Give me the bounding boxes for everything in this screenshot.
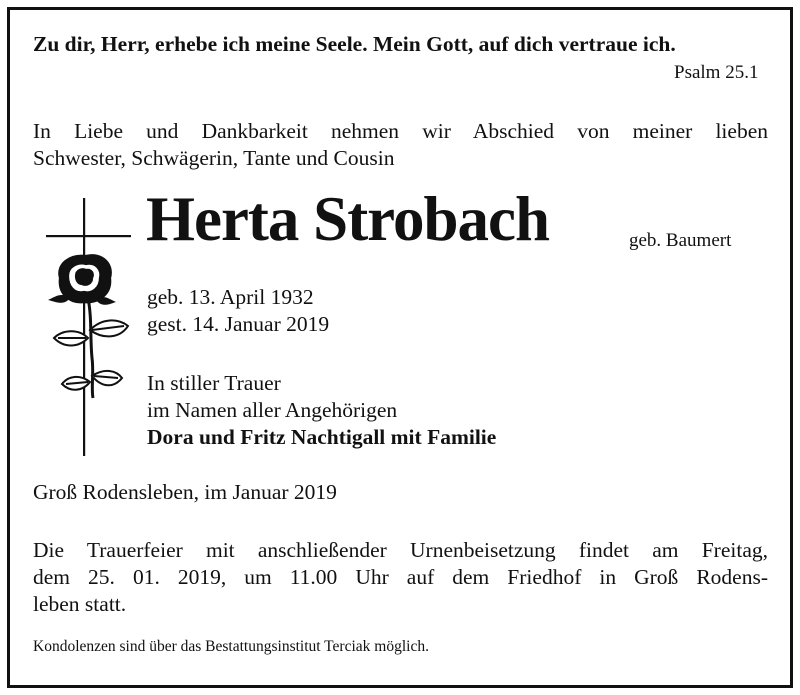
intro-line-1: In Liebe und Dankbarkeit nehmen wir Abschied von meiner lieben <box>33 119 768 143</box>
mourners-block <box>147 370 496 451</box>
maiden-name: geb. Baumert <box>629 230 732 251</box>
intro-text <box>33 118 768 172</box>
service-line-3: leben statt. <box>33 592 127 616</box>
cross-with-rose-icon <box>40 198 136 460</box>
service-info <box>33 537 768 618</box>
intro-line-2: Schwester, Schwägerin, Tante und Cousin <box>33 146 395 170</box>
place-and-date: Groß Rodensleben, im Januar 2019 <box>33 480 337 504</box>
condolence-note: Kondolenzen sind über das Bestattungsinstitut Terciak möglich. <box>33 638 429 655</box>
death-date: gest. 14. Januar 2019 <box>147 312 330 336</box>
bible-verse: Zu dir, Herr, erhebe ich meine Seele. Mein Gott, auf dich vertraue ich. <box>33 32 676 56</box>
birth-date: geb. 13. April 1932 <box>147 285 314 309</box>
mourners-names: Dora und Fritz Nachtigall mit Familie <box>147 425 497 449</box>
verse-source: Psalm 25.1 <box>674 62 759 83</box>
life-dates <box>147 284 329 338</box>
service-line-1: Die Trauerfeier mit anschließender Urnenbeisetzung findet am Freitag, <box>33 538 768 562</box>
mourning-line-1: In stiller Trauer <box>147 371 281 395</box>
service-line-2: dem 25. 01. 2019, um 11.00 Uhr auf dem Friedhof in Groß Rodens- <box>33 565 768 589</box>
mourning-line-2: im Namen aller Angehörigen <box>147 398 398 422</box>
deceased-name: Herta Strobach <box>146 184 550 254</box>
